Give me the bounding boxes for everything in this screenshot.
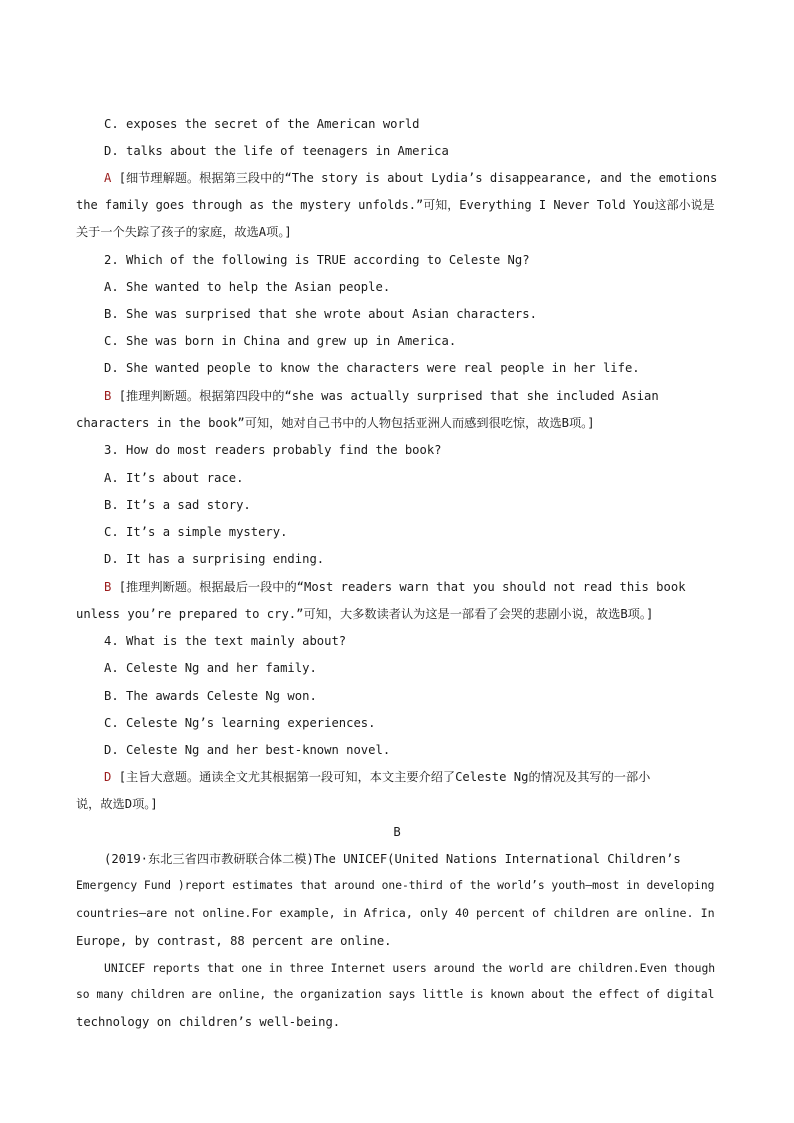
q1-option-c: C. exposes the secret of the American world xyxy=(104,117,420,131)
q3-question: 3. How do most readers probably find the book? xyxy=(104,443,442,457)
q4-answer-line-1 xyxy=(104,769,718,785)
q1-answer-letter: A xyxy=(104,171,112,185)
passage-p1-line-2: Emergency Fund )report estimates that around one-third of the world’s youth—most in developing xyxy=(76,879,715,892)
q3-option-c: C. It’s a simple mystery. xyxy=(104,525,288,539)
q2-explanation-1: [推理判断题。根据第四段中的“she was actually surprised that she included Asian xyxy=(118,389,659,403)
q3-option-d: D. It has a surprising ending. xyxy=(104,552,325,566)
q2-answer-letter: B xyxy=(104,389,112,403)
q2-explanation-2: characters in the book”可知，她对自己书中的人物包括亚洲人而感到很吃惊，故选B项。] xyxy=(76,416,595,430)
q4-option-a: A. Celeste Ng and her family. xyxy=(104,661,317,675)
q2-option-c: C. She was born in China and grew up in America. xyxy=(104,334,457,348)
q4-explanation-1: [主旨大意题。通读全文尤其根据第一段可知，本文主要介绍了Celeste Ng的情况及其写的一部小 xyxy=(118,770,651,784)
passage-p1-line-4: Europe, by contrast, 88 percent are online. xyxy=(76,934,392,948)
q4-answer-letter: D xyxy=(104,770,112,784)
q2-answer-line-1 xyxy=(104,388,718,404)
q3-option-a: A. It’s about race. xyxy=(104,471,244,485)
q2-option-b: B. She was surprised that she wrote about Asian characters. xyxy=(104,307,537,321)
passage-p2-line-2: so many children are online, the organization says little is known about the effect of digital xyxy=(76,988,715,1001)
q4-explanation-2: 说，故选D项。] xyxy=(76,797,158,811)
q4-option-d: D. Celeste Ng and her best-known novel. xyxy=(104,743,391,757)
q3-answer-letter: B xyxy=(104,580,112,594)
passage-p2-line-3: technology on children’s well-being. xyxy=(76,1015,341,1029)
q3-explanation-2: unless you’re prepared to cry.”可知，大多数读者认为这是一部看了会哭的悲剧小说，故选B项。] xyxy=(76,607,654,621)
passage-p1-line-1: (2019·东北三省四市教研联合体二模)The UNICEF(United Nations International Children’s xyxy=(104,852,681,866)
passage-p2-line-1: UNICEF reports that one in three Internet users around the world are children.Even though xyxy=(104,961,716,975)
q1-option-d: D. talks about the life of teenagers in America xyxy=(104,144,449,158)
passage-p1-line-3: countries—are not online.For example, in Africa, only 40 percent of children are online. In xyxy=(76,906,715,920)
q1-explanation-1: [细节理解题。根据第三段中的“The story is about Lydia’s disappearance, and the emotions xyxy=(118,171,718,185)
q4-question: 4. What is the text mainly about? xyxy=(104,634,347,648)
q4-option-b: B. The awards Celeste Ng won. xyxy=(104,689,317,703)
q4-option-c: C. Celeste Ng’s learning experiences. xyxy=(104,716,376,730)
q2-option-a: A. She wanted to help the Asian people. xyxy=(104,280,391,294)
section-heading: B xyxy=(393,825,401,839)
q2-question: 2. Which of the following is TRUE according to Celeste Ng? xyxy=(104,253,530,267)
q3-explanation-1: [推理判断题。根据最后一段中的“Most readers warn that you should not read this book xyxy=(118,580,686,594)
q3-option-b: B. It’s a sad story. xyxy=(104,498,251,512)
q3-answer-line-1 xyxy=(104,579,718,595)
q1-answer-line-1 xyxy=(104,170,718,186)
q1-explanation-2: the family goes through as the mystery unfolds.”可知，Everything I Never Told You这部小说是 xyxy=(76,198,715,212)
q2-option-d: D. She wanted people to know the characters were real people in her life. xyxy=(104,361,640,375)
q1-explanation-3: 关于一个失踪了孩子的家庭，故选A项。] xyxy=(76,225,292,239)
